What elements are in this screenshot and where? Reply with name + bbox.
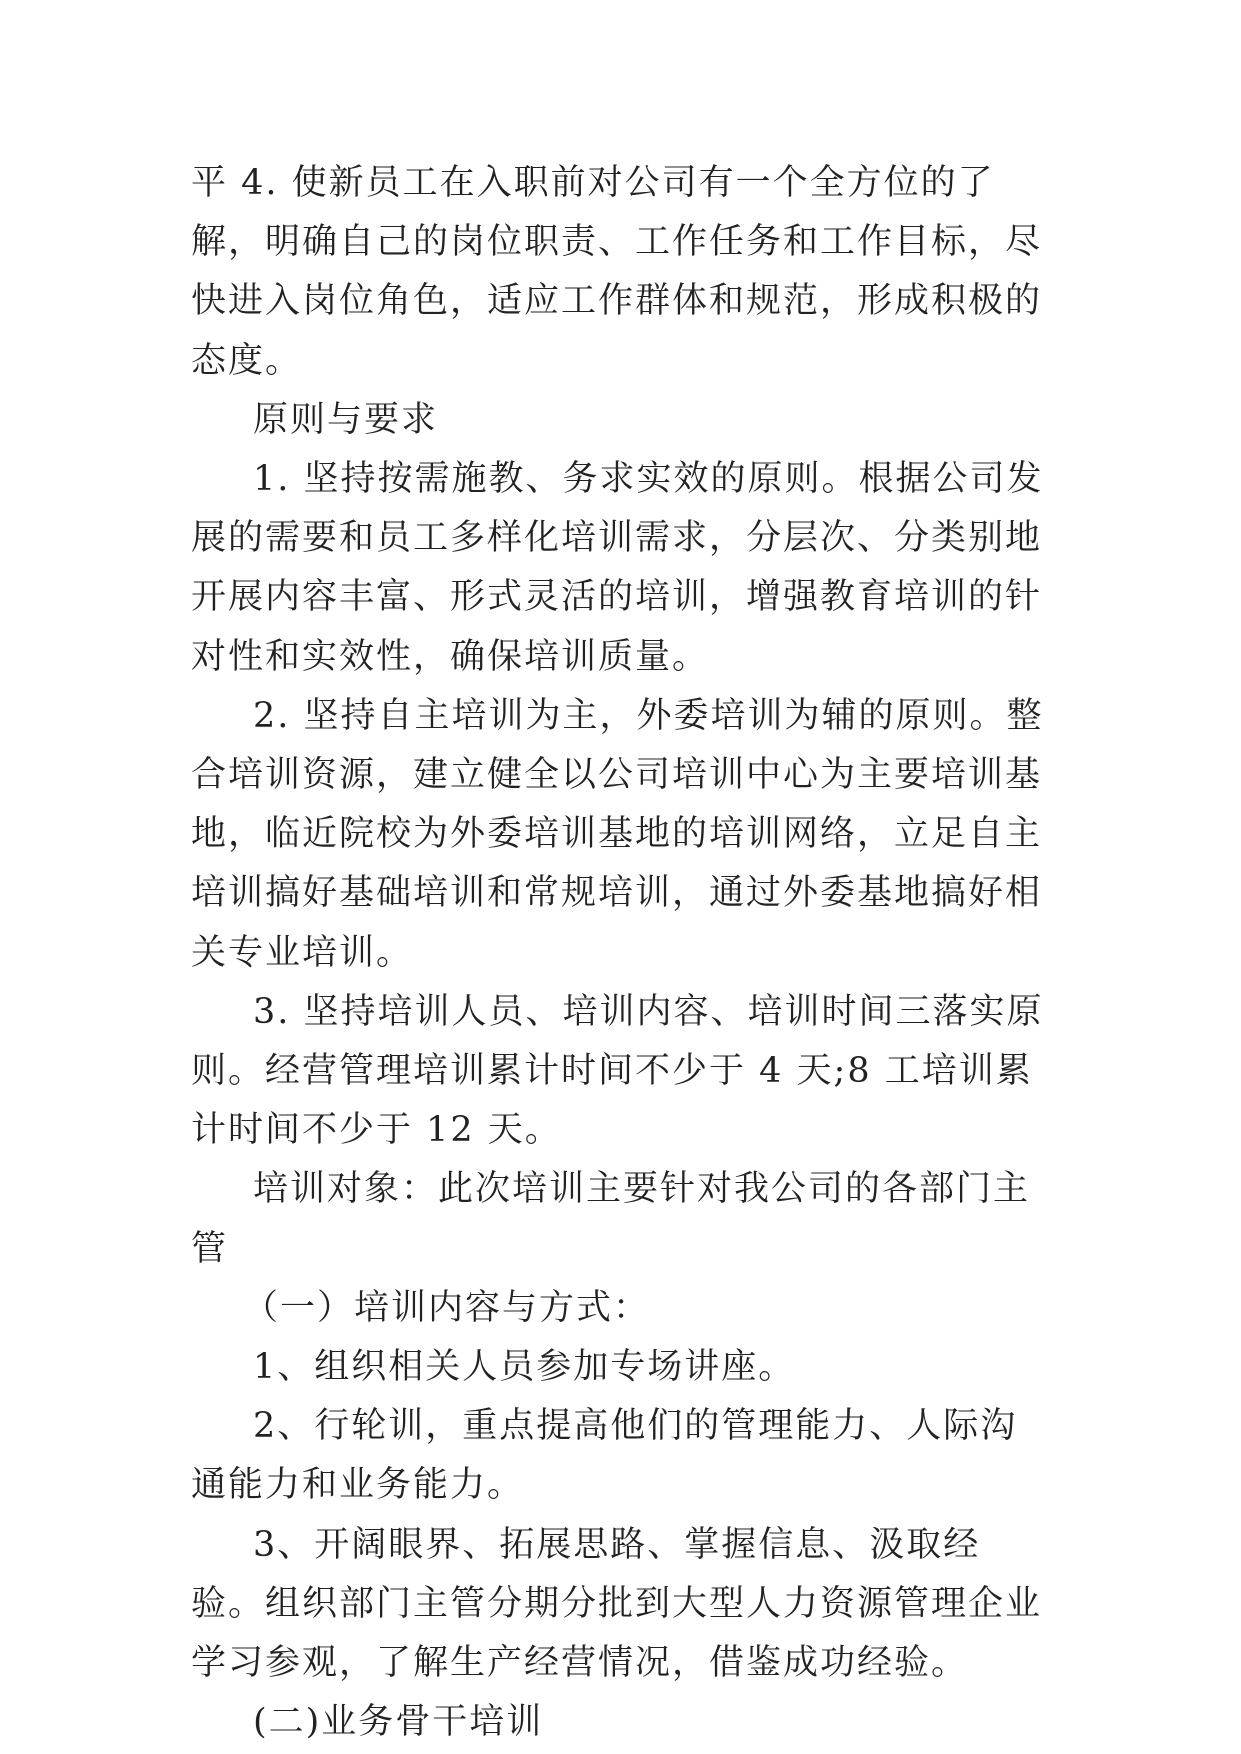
paragraph-principle-3: 3. 坚持培训人员、培训内容、培训时间三落实原则。经营管理培训累计时间不少于 4 天;8 工培训累计时间不少于 12 天。 [191, 991, 1044, 1151]
paragraph-principle-2: 2. 坚持自主培训为主，外委培训为辅的原则。整合培训资源，建立健全以公司培训中心为主要培训基地，临近院校为外委培训基地的培训网络，立足自主培训搞好基础培训和常规培训，通过外委基地搞好相关专业培训。 [191, 695, 1044, 973]
section-heading-principles: 原则与要求 [253, 399, 439, 440]
paragraph-principle-1: 1. 坚持按需施教、务求实效的原则。根据公司发展的需要和员工多样化培训需求，分层次、分类别地开展内容丰富、形式灵活的培训，增强教育培训的针对性和实效性，确保培训质量。 [191, 459, 1044, 677]
paragraph-objective-4: 平 4. 使新员工在入职前对公司有一个全方位的了解，明确自己的岗位职责、工作任务和工作目标，尽快进入岗位角色，适应工作群体和规范，形成积极的态度。 [191, 163, 1043, 381]
paragraph-method-3: 3、开阔眼界、拓展思路、掌握信息、汲取经验。组织部门主管分期分批到大型人力资源管理企业学习参观，了解生产经营情况，借鉴成功经验。 [191, 1524, 1043, 1684]
paragraph-method-2: 2、行轮训，重点提高他们的管理能力、人际沟通能力和业务能力。 [191, 1406, 1018, 1506]
paragraph-training-target: 培训对象：此次培训主要针对我公司的各部门主管 [191, 1169, 1031, 1269]
section-heading-backbone-training: (二)业务骨干培训 [253, 1702, 544, 1743]
document-body [191, 154, 1053, 1752]
section-heading-content-method: （一）培训内容与方式： [243, 1287, 651, 1328]
paragraph-method-1: 1、组织相关人员参加专场讲座。 [253, 1347, 796, 1388]
